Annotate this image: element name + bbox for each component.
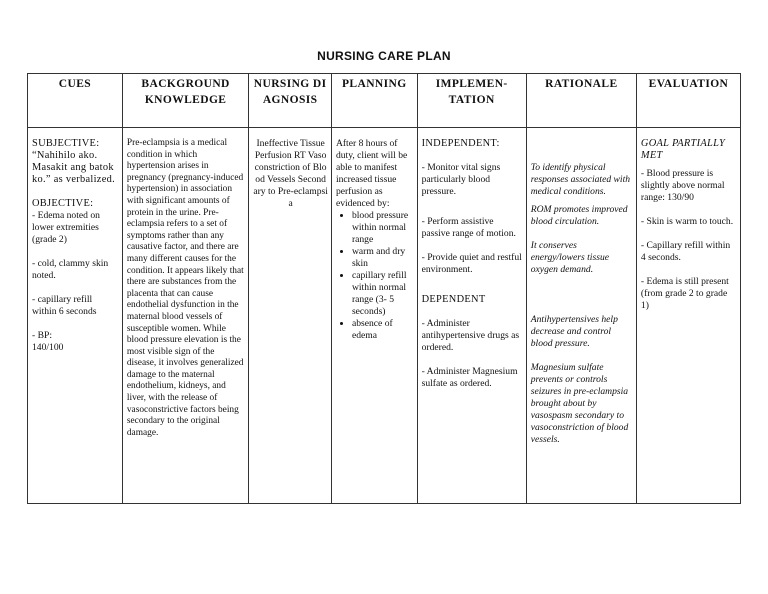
evaluation-goal: GOAL PARTIALLY MET [640, 138, 726, 161]
diagnosis-text: Ineffective Tissue Perfusion RT Vasoconstriction of Blood Vessels Secondary to Pre-eclampsia [253, 138, 328, 209]
header-diagnosis-text: NURSING DIAGNOSIS [253, 78, 327, 106]
evaluation-item: - Blood pressure is slightly above normal range: 130/90 [640, 168, 725, 203]
cue-bp-value: 140/100 [32, 342, 64, 353]
cue-edema: - Edema noted on lower extremities (grade 2) [32, 210, 100, 245]
header-cues: CUES [28, 74, 123, 128]
background-text: Pre-eclampsia is a medical condition in which hypertension arises in pregnancy (pregnancy-induced hypertension) in association with significant amounts of protein in the urine. Pre-eclampsia refers to a set of symptoms rather than any causative factor, and there are many different causes for the condition. It appears likely that there are substances from the placenta that can cause endothelial dysfunction in the maternal blood vessels of susceptible women. While blood pressure elevation is the most visible sign of the disease, it involves generalized damage to the maternal endothelium, kidneys, and liver, with the release of vasoconstrictive factors being secondary to the original damage. [126, 138, 244, 438]
independent-label: INDEPENDENT: [421, 138, 500, 149]
diagnosis-cell [249, 128, 332, 504]
planning-cell [331, 128, 417, 504]
rationale-item: To identify physical responses associated with medical conditions. [530, 162, 631, 197]
planning-item: • absence of edema [352, 318, 414, 342]
subjective-text: “Nahihilo ako. Masakit ang batok ko.” as verbalized. [32, 150, 116, 185]
header-planning: PLANNING [331, 74, 417, 128]
dependent-label: DEPENDENT [421, 294, 486, 305]
evaluation-item: - Edema is still present (from grade 2 to grade 1) [640, 276, 729, 311]
dependent-item: - Administer Magnesium sulfate as ordered. [421, 366, 518, 389]
implementation-cell [417, 128, 526, 504]
header-implementation: IMPLEMEN-TATION [417, 74, 526, 128]
header-rationale: RATIONALE [526, 74, 636, 128]
subjective-label: SUBJECTIVE: [32, 138, 100, 149]
cue-bp-label: - BP: [32, 330, 52, 341]
cue-cold-skin: - cold, clammy skin noted. [32, 258, 109, 281]
rationale-item: It conserves energy/lowers tissue oxygen demand. [530, 240, 609, 275]
header-background: BACKGROUND KNOWLEDGE [122, 74, 248, 128]
planning-intro: After 8 hours of duty, client will be able to manifest increased tissue perfusion as evidenced by: [335, 138, 408, 209]
independent-item: - Perform assistive passive range of motion. [421, 216, 516, 239]
rationale-item: Antihypertensives help decrease and control blood pressure. [530, 314, 618, 349]
cue-capillary-refill: - capillary refill within 6 seconds [32, 294, 97, 317]
document-title: NURSING CARE PLAN [317, 49, 451, 63]
objective-label: OBJECTIVE: [32, 198, 94, 209]
content-row [28, 128, 741, 504]
header-row [28, 74, 741, 128]
independent-item: - Provide quiet and restful environment. [421, 252, 522, 275]
rationale-item: ROM promotes improved blood circulation. [530, 204, 628, 227]
header-diagnosis [249, 74, 332, 128]
background-cell [122, 128, 248, 504]
header-evaluation: EVALUATION [636, 74, 740, 128]
planning-list [336, 210, 414, 342]
planning-item: • blood pressure within normal range [352, 210, 414, 246]
planning-item: • warm and dry skin [352, 246, 414, 270]
care-plan-table [27, 73, 741, 504]
cues-cell [28, 128, 123, 504]
evaluation-item: - Capillary refill within 4 seconds. [640, 240, 731, 263]
planning-item: • capillary refill within normal range (3- 5 seconds) [352, 270, 414, 318]
rationale-item: Magnesium sulfate prevents or controls seizures in pre-eclampsia brought about by vasospasm secondary to vasoconstriction of blood vessels. [530, 362, 629, 445]
rationale-cell [526, 128, 636, 504]
dependent-item: - Administer antihypertensive drugs as ordered. [421, 318, 520, 353]
evaluation-cell [636, 128, 740, 504]
evaluation-item: - Skin is warm to touch. [640, 216, 734, 227]
independent-item: - Monitor vital signs particularly blood pressure. [421, 162, 501, 197]
